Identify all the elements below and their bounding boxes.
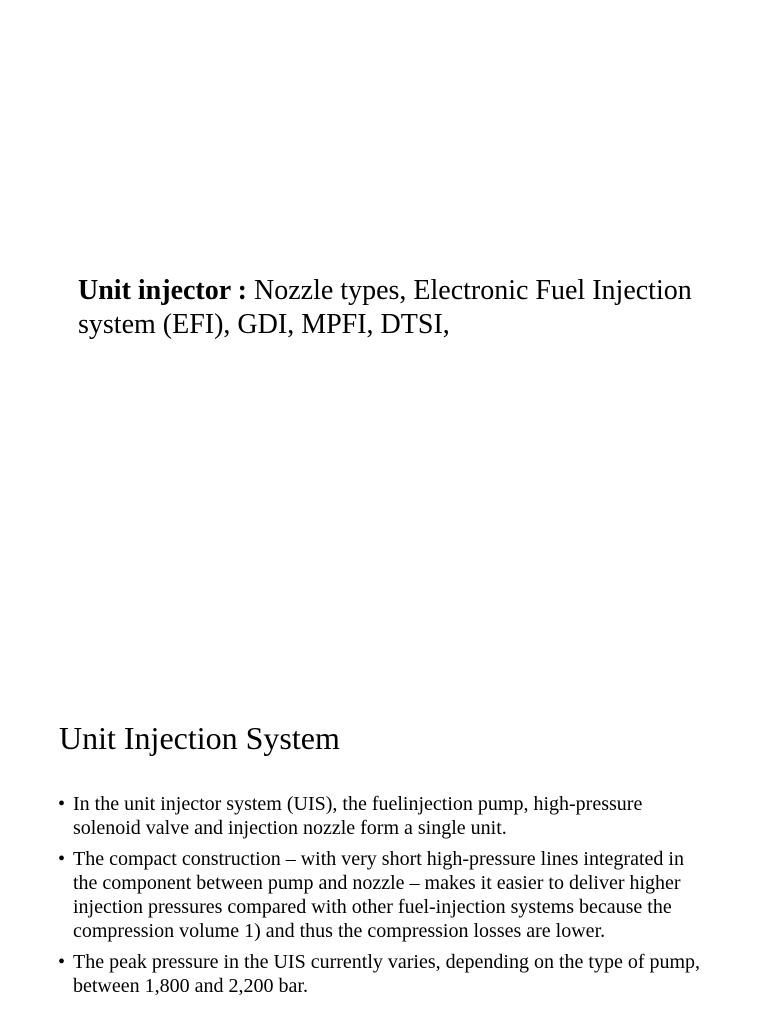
bullet-item [58,847,708,944]
slide-title-bold: Unit injector : [78,275,247,306]
bullet-dot: • [58,847,66,870]
bullet-dot: • [58,793,66,815]
slide-title [78,274,718,342]
bullet-dot: • [58,950,66,973]
bullet-item [58,792,708,841]
bullet-text: In the unit injector system (UIS), the fuelinjection pump, high-pressure solenoid valve and injection nozzle form a single unit. [73,793,643,840]
section-heading: Unit Injection System [59,720,340,756]
bullet-item [58,950,708,999]
slide-title-rest: Nozzle types, Electronic Fuel Injection system (EFI), GDI, MPFI, DTSI, [78,275,692,340]
bullet-text: The peak pressure in the UIS currently varies, depending on the type of pump, between 1,800 and 2,200 bar. [73,950,701,998]
bullet-list [58,792,708,1004]
bullet-text: The compact construction – with very short high-pressure lines integrated in the component between pump and nozzle – makes it easier to deliver higher injection pressures compared with other fuel-injection systems because the compression volume 1) and thus the compression losses are lower. [73,847,684,943]
